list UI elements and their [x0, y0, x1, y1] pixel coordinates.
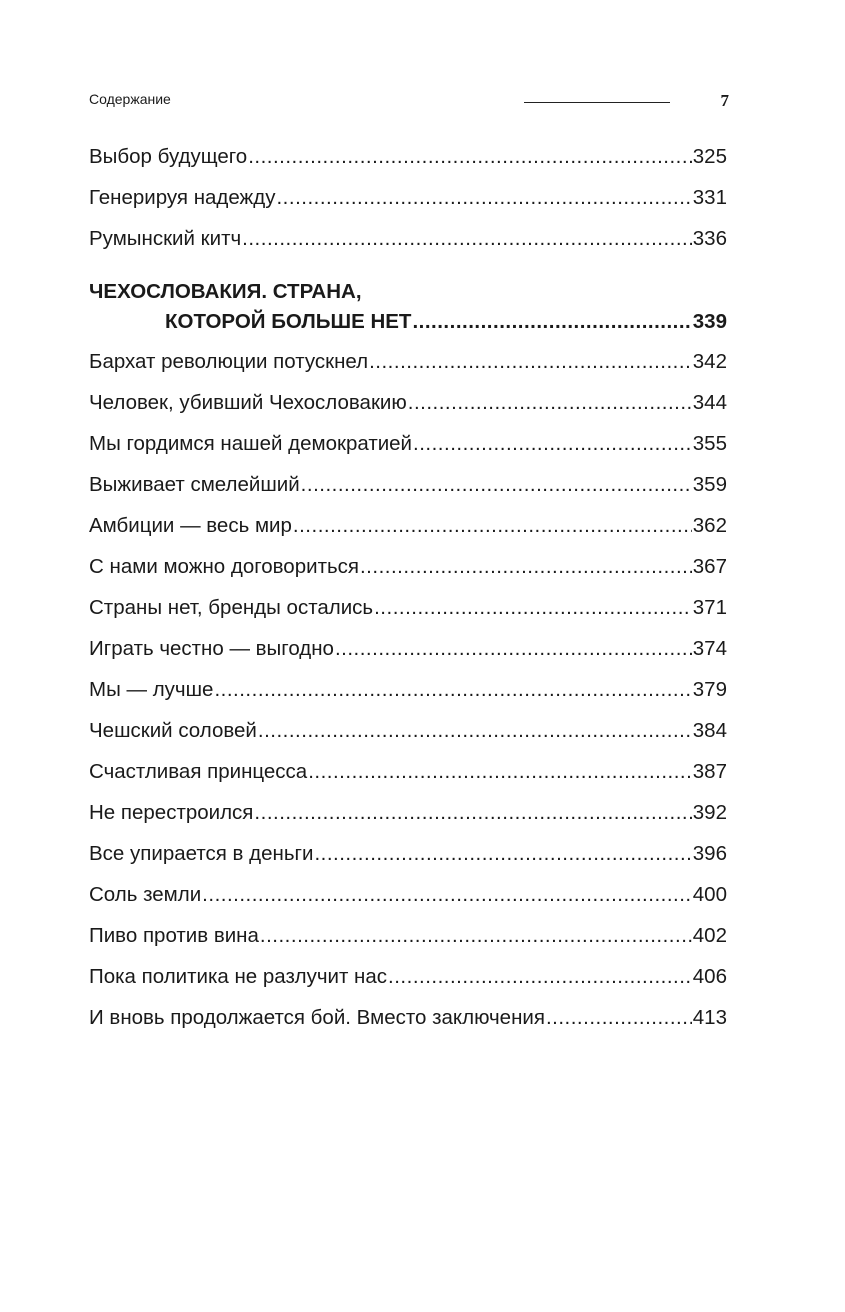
entry-page-number: 331 [692, 186, 727, 209]
dot-leader [276, 186, 691, 210]
dot-leader [388, 965, 692, 989]
toc-entry [89, 432, 727, 473]
entry-title: Чешский соловей [89, 719, 257, 742]
dot-leader [335, 637, 692, 661]
toc-entry [89, 678, 727, 719]
entry-title: Человек, убивший Чехословакию [89, 391, 407, 414]
entry-page-number: 359 [692, 473, 727, 496]
dot-leader [202, 883, 692, 907]
entry-title: Амбиции — весь мир [89, 514, 292, 537]
toc-entry [89, 473, 727, 514]
page-number: 7 [720, 91, 729, 110]
entry-page-number: 374 [692, 637, 727, 660]
entry-page-number: 387 [692, 760, 727, 783]
toc-top-entries [89, 145, 727, 268]
toc-entry [89, 391, 727, 432]
dot-leader [314, 842, 691, 866]
toc-entry [89, 555, 727, 596]
toc-entry [89, 514, 727, 555]
entry-title: Румынский китч [89, 227, 242, 250]
section-title-line1: ЧЕХОСЛОВАКИЯ. СТРАНА, [89, 280, 362, 303]
running-header-title: Содержание [89, 91, 171, 107]
toc-entry [89, 760, 727, 801]
entry-page-number: 402 [692, 924, 727, 947]
entry-page-number: 325 [692, 145, 727, 168]
entry-title: Пока политика не разлучит нас [89, 965, 388, 988]
toc-entry [89, 637, 727, 678]
dot-leader [293, 514, 692, 538]
dot-leader [260, 924, 692, 948]
entry-title: И вновь продолжается бой. Вместо заключения [89, 1006, 545, 1029]
toc-entry [89, 596, 727, 637]
entry-page-number: 367 [692, 555, 727, 578]
toc-entry [89, 350, 727, 391]
entry-title: Бархат революции потускнел [89, 350, 369, 373]
entry-page-number: 342 [692, 350, 727, 373]
entry-title: Соль земли [89, 883, 202, 906]
entry-title: Страны нет, бренды остались [89, 596, 374, 619]
entry-title: Играть честно — выгодно [89, 637, 334, 660]
dot-leader [258, 719, 692, 743]
toc-entry [89, 801, 727, 842]
toc-entry [89, 719, 727, 760]
section-page: 339 [692, 310, 727, 333]
dot-leader [413, 432, 692, 456]
table-of-contents [89, 145, 727, 1047]
dot-leader [254, 801, 691, 825]
entry-title: Все упирается в деньги [89, 842, 314, 865]
toc-entry [89, 883, 727, 924]
entry-page-number: 355 [692, 432, 727, 455]
dot-leader [248, 145, 692, 169]
entry-page-number: 384 [692, 719, 727, 742]
entry-page-number: 396 [692, 842, 727, 865]
entry-title: Выбор будущего [89, 145, 248, 168]
dot-leader [546, 1006, 692, 1030]
dot-leader [301, 473, 692, 497]
toc-section-entries [89, 350, 727, 1047]
entry-title: С нами можно договориться [89, 555, 359, 578]
dot-leader [369, 350, 692, 374]
entry-page-number: 362 [692, 514, 727, 537]
page-header [89, 88, 729, 118]
dot-leader [242, 227, 692, 251]
entry-page-number: 400 [692, 883, 727, 906]
toc-entry [89, 965, 727, 1006]
entry-title: Мы гордимся нашей демократией [89, 432, 413, 455]
toc-entry [89, 1006, 727, 1047]
toc-entry [89, 227, 727, 268]
toc-entry [89, 186, 727, 227]
toc-entry [89, 842, 727, 883]
entry-title: Мы — лучше [89, 678, 214, 701]
entry-page-number: 379 [692, 678, 727, 701]
section-heading [89, 280, 727, 350]
dot-leader [374, 596, 692, 620]
dot-leader [408, 391, 692, 415]
entry-page-number: 413 [692, 1006, 727, 1029]
dot-leader [412, 310, 691, 334]
header-rule [524, 102, 670, 103]
entry-title: Не перестроился [89, 801, 254, 824]
toc-entry [89, 924, 727, 965]
entry-page-number: 371 [692, 596, 727, 619]
section-title-line2-row [89, 310, 727, 350]
section-title-line2: КОТОРОЙ БОЛЬШЕ НЕТ [165, 310, 412, 333]
entry-page-number: 344 [692, 391, 727, 414]
entry-title: Генерируя надежду [89, 186, 276, 209]
entry-title: Выживает смелейший [89, 473, 300, 496]
dot-leader [360, 555, 692, 579]
toc-entry [89, 145, 727, 186]
entry-title: Счастливая принцесса [89, 760, 308, 783]
dot-leader [308, 760, 692, 784]
entry-page-number: 406 [692, 965, 727, 988]
entry-page-number: 336 [692, 227, 727, 250]
dot-leader [214, 678, 691, 702]
entry-page-number: 392 [692, 801, 727, 824]
entry-title: Пиво против вина [89, 924, 259, 947]
